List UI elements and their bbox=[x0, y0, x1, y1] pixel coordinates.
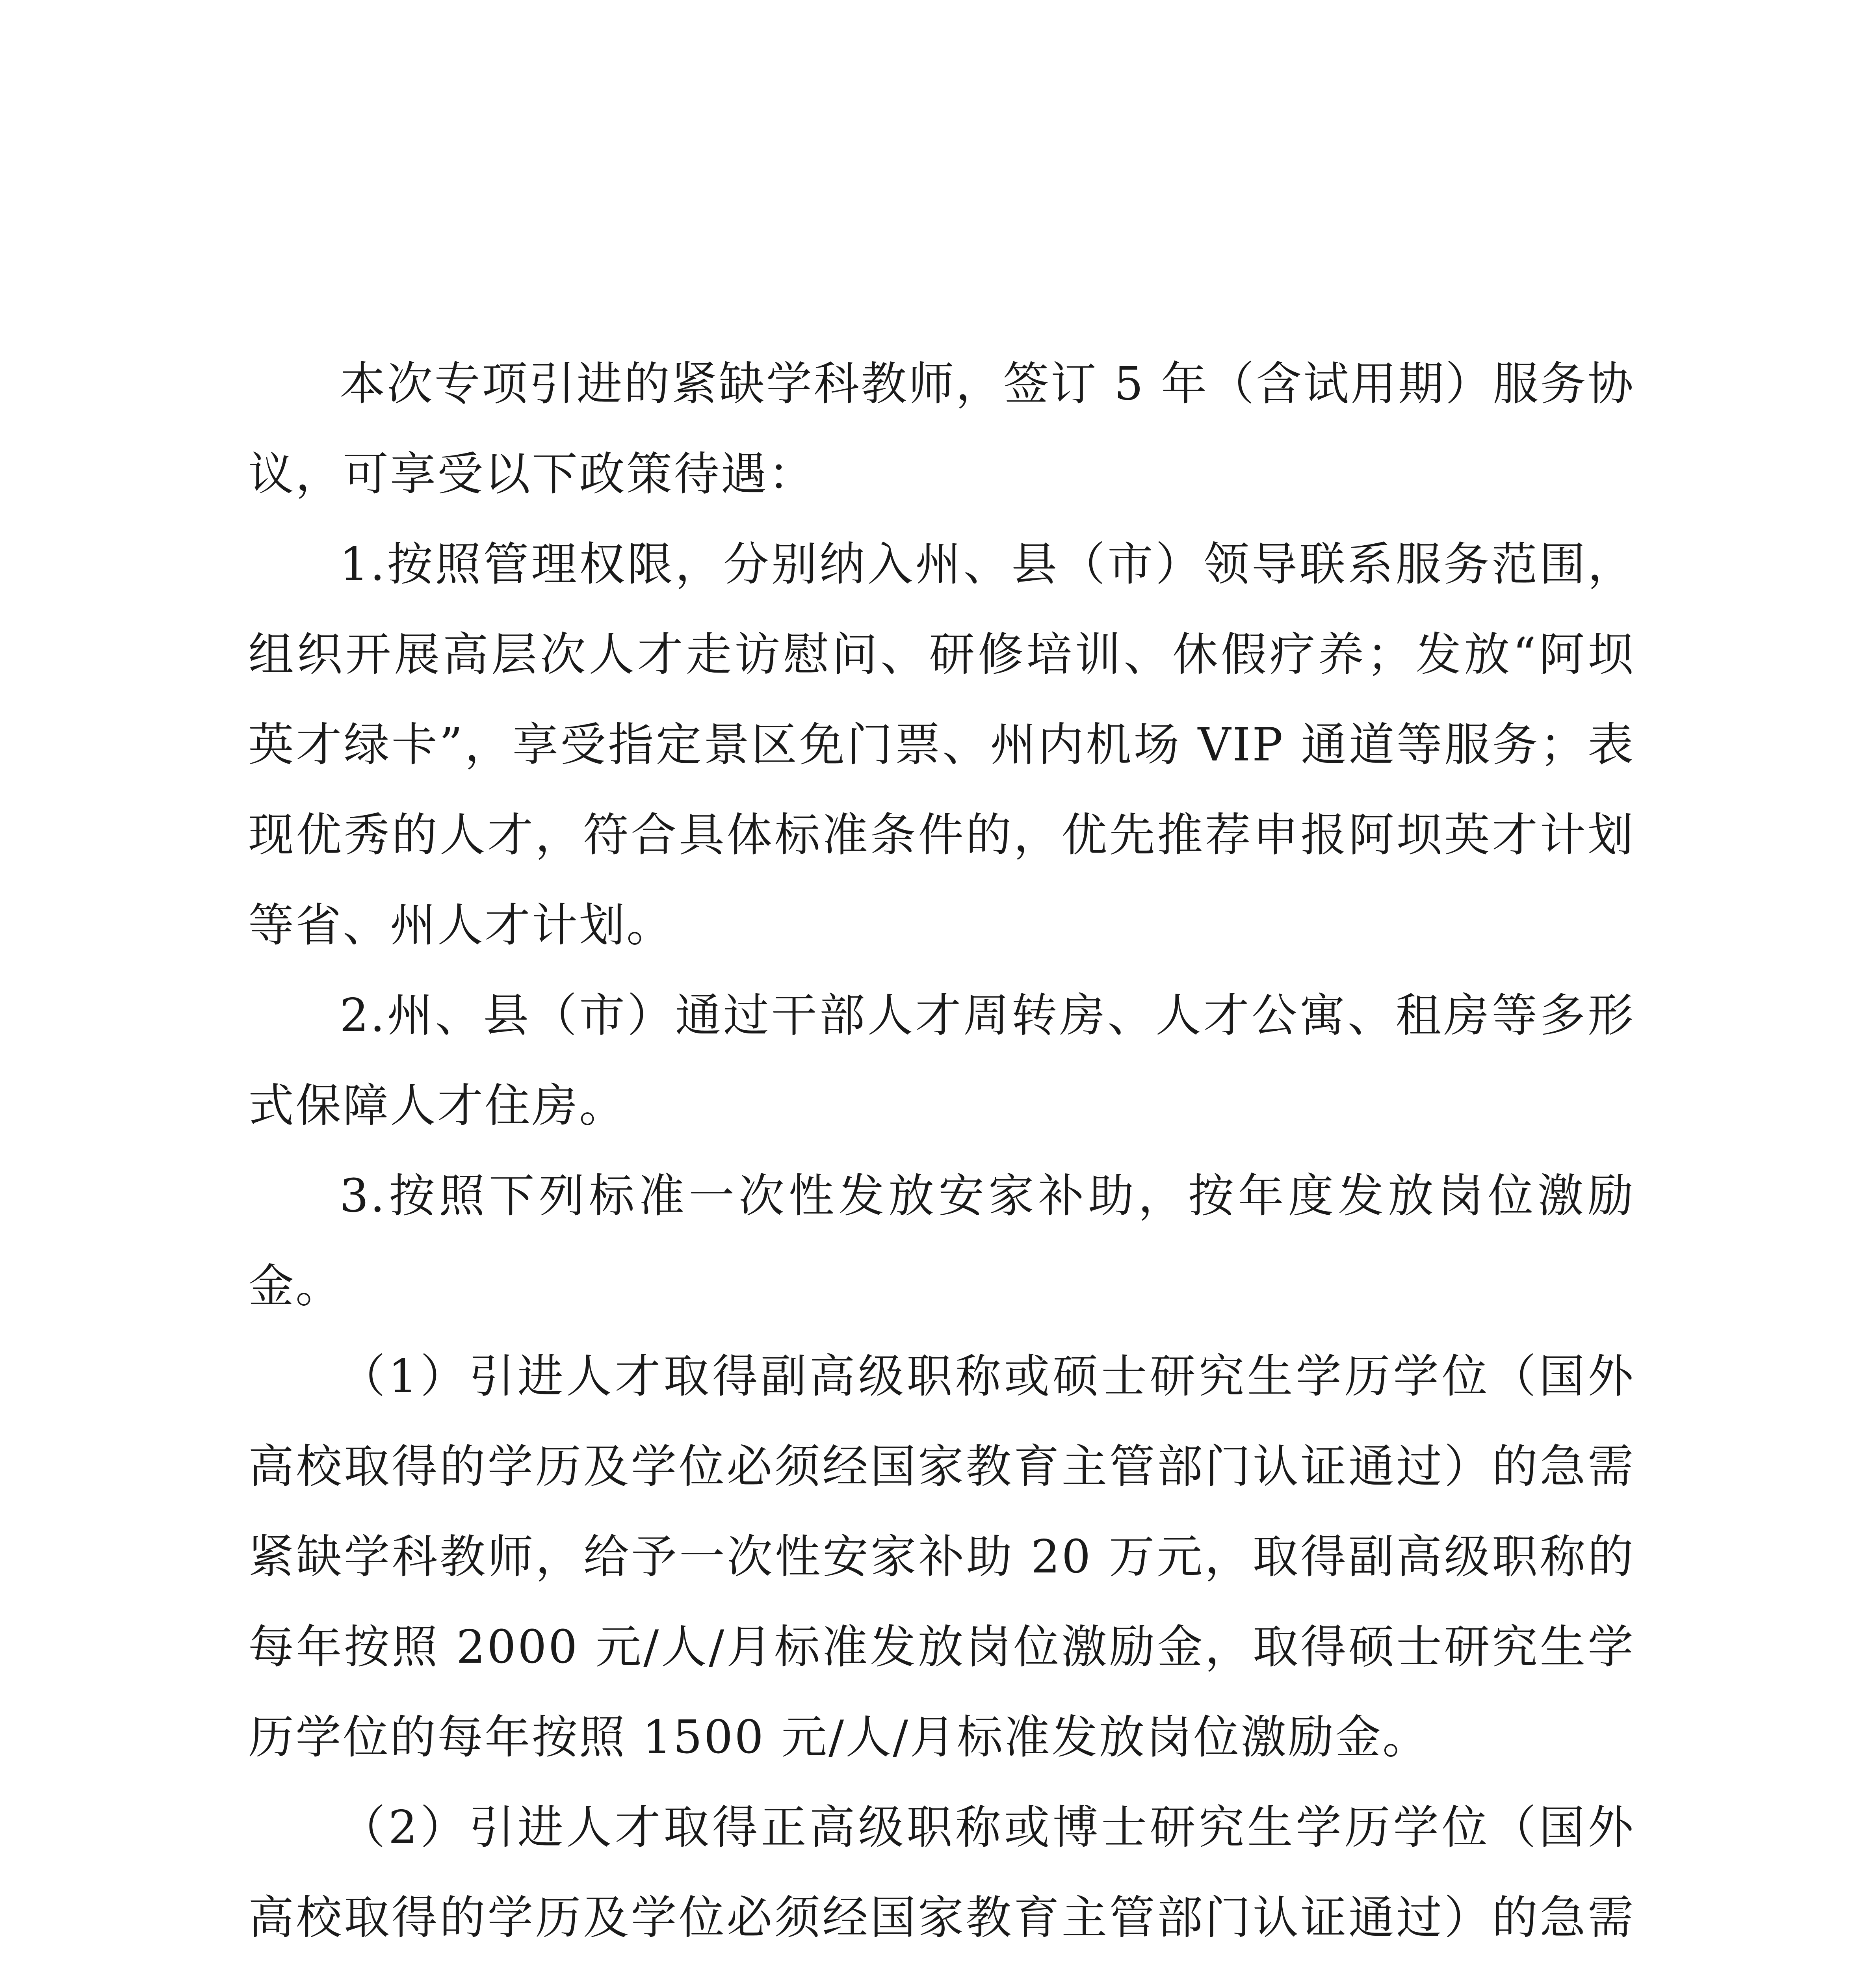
paragraph-policy-1-leadership-contact: 1.按照管理权限，分别纳入州、县（市）领导联系服务范围，组织开展高层次人才走访慰问、研修培训、休假疗养；发放“阿坝英才绿卡”，享受指定景区免门票、州内机场 VIP 通道等服务；表现优秀的人才，符合具体标准条件的，优先推荐申报阿坝英才计划等省、州人才计划。 bbox=[248, 538, 1635, 952]
body-text bbox=[248, 339, 1635, 1970]
paragraph-policy-2-housing: 2.州、县（市）通过干部人才周转房、人才公寓、租房等多形式保障人才住房。 bbox=[248, 989, 1635, 1132]
paragraph-policy-3-item-2: （2）引进人才取得正高级职称或博士研究生学历学位（国外高校取得的学历及学位必须经国家教育主管部门认证通过）的急需 bbox=[248, 1801, 1635, 1944]
paragraph-policy-3-item-1: （1）引进人才取得副高级职称或硕士研究生学历学位（国外高校取得的学历及学位必须经国家教育主管部门认证通过）的急需紧缺学科教师，给予一次性安家补助 20 万元，取得副高级职称的每年按照 2000 元/人/月标准发放岗位激励金，取得硕士研究生学历学位的每年按照 1500 元/人/月标准发放岗位激励金。 bbox=[248, 1350, 1635, 1764]
paragraph-service-agreement: 本次专项引进的紧缺学科教师，签订 5 年（含试用期）服务协议，可享受以下政策待遇： bbox=[248, 357, 1635, 501]
paragraph-policy-3-subsidy: 3.按照下列标准一次性发放安家补助，按年度发放岗位激励金。 bbox=[248, 1169, 1635, 1313]
